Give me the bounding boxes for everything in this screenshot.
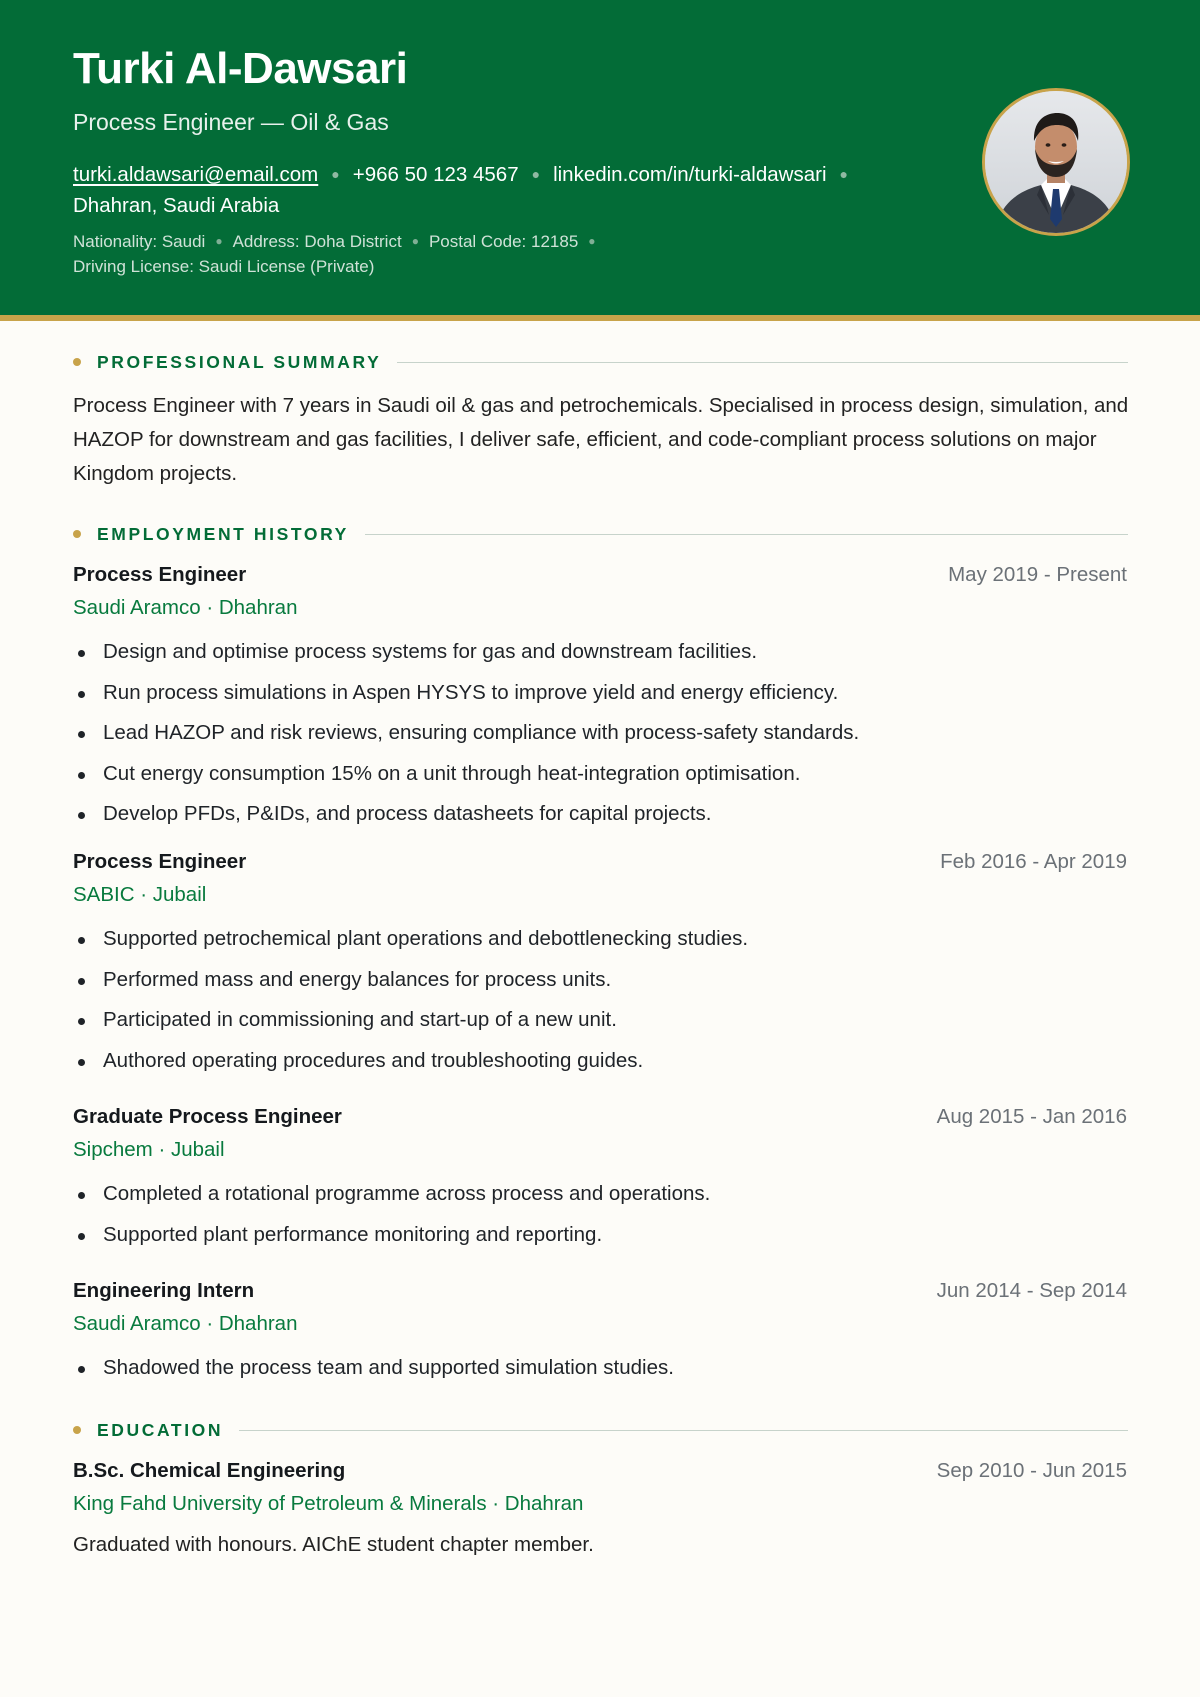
- job-title: Graduate Process Engineer: [73, 1105, 342, 1128]
- section-title: PROFESSIONAL SUMMARY: [97, 351, 382, 372]
- list-item: Lead HAZOP and risk reviews, ensuring compliance with process-safety standards.: [73, 713, 1133, 754]
- education-note: Graduated with honours. AIChE student chapter member.: [73, 1533, 594, 1556]
- job-bullets: [73, 919, 1133, 1081]
- separator-dot: ●: [531, 166, 541, 182]
- section-header-employment: [73, 522, 1128, 546]
- address: Address: Doha District: [232, 232, 402, 251]
- job-employer: Saudi Aramco · Dhahran: [73, 1312, 298, 1335]
- list-item: Completed a rotational programme across process and operations.: [73, 1174, 1133, 1215]
- list-item: Develop PFDs, P&IDs, and process datasheets for capital projects.: [73, 794, 1133, 835]
- profile-photo: [982, 88, 1130, 236]
- section-divider: [239, 1430, 1128, 1431]
- bullet-dot-icon: [73, 530, 81, 538]
- job-employer: Sipchem · Jubail: [73, 1138, 225, 1161]
- personal-details: [73, 229, 933, 279]
- job-bullets: [73, 1348, 1133, 1389]
- list-item: Cut energy consumption 15% on a unit through heat-integration optimisation.: [73, 754, 1133, 795]
- separator-dot: ●: [839, 166, 848, 182]
- job-title: Process Engineer: [73, 563, 247, 586]
- location: Dhahran, Saudi Arabia: [73, 194, 280, 217]
- portrait-illustration: [985, 91, 1127, 233]
- job-dates: Feb 2016 - Apr 2019: [940, 850, 1127, 873]
- driving-license: Driving License: Saudi License (Private): [73, 257, 375, 276]
- contact-details: [73, 159, 933, 221]
- list-item: Supported plant performance monitoring and reporting.: [73, 1215, 1133, 1256]
- linkedin-link[interactable]: linkedin.com/in/turki-aldawsari: [553, 163, 827, 186]
- list-item: Participated in commissioning and start-up of a new unit.: [73, 1000, 1133, 1041]
- list-item: Authored operating procedures and troubleshooting guides.: [73, 1041, 1133, 1082]
- separator-dot: ●: [331, 166, 340, 182]
- job-employer: Saudi Aramco · Dhahran: [73, 596, 298, 619]
- job-dates: May 2019 - Present: [948, 563, 1127, 586]
- job-title: Process Engineer: [73, 850, 247, 873]
- summary-text: Process Engineer with 7 years in Saudi oil & gas and petrochemicals. Specialised in process design, simulation, and HAZOP for downstream and gas facilities, I deliver safe, efficient, and code-compliant process solutions on major Kingdom projects.: [73, 394, 1129, 485]
- degree-title: B.Sc. Chemical Engineering: [73, 1459, 346, 1482]
- list-item: Design and optimise process systems for gas and downstream facilities.: [73, 632, 1133, 673]
- separator-dot: ●: [411, 234, 419, 248]
- section-divider: [397, 362, 1128, 363]
- email-link[interactable]: turki.aldawsari@email.com: [73, 163, 319, 186]
- section-title: EMPLOYMENT HISTORY: [97, 523, 349, 544]
- section-header-summary: [73, 350, 1128, 374]
- nationality: Nationality: Saudi: [73, 232, 206, 251]
- list-item: Shadowed the process team and supported simulation studies.: [73, 1348, 1133, 1389]
- bullet-dot-icon: [73, 358, 81, 366]
- job-bullets: [73, 632, 1133, 835]
- section-title: EDUCATION: [97, 1419, 224, 1440]
- phone-number: +966 50 123 4567: [352, 163, 519, 186]
- list-item: Supported petrochemical plant operations and debottlenecking studies.: [73, 919, 1133, 960]
- job-title: Engineering Intern: [73, 1279, 255, 1302]
- job-dates: Jun 2014 - Sep 2014: [936, 1279, 1127, 1302]
- job-bullets: [73, 1174, 1133, 1255]
- school-name: King Fahd University of Petroleum & Minerals · Dhahran: [73, 1492, 584, 1515]
- bullet-dot-icon: [73, 1426, 81, 1434]
- header-accent-rule: [0, 315, 1200, 321]
- job-employer: SABIC · Jubail: [73, 883, 207, 906]
- education-dates: Sep 2010 - Jun 2015: [936, 1459, 1127, 1482]
- section-divider: [365, 534, 1128, 535]
- candidate-headline: Process Engineer — Oil & Gas: [73, 109, 389, 135]
- job-dates: Aug 2015 - Jan 2016: [936, 1105, 1127, 1128]
- list-item: Performed mass and energy balances for process units.: [73, 960, 1133, 1001]
- list-item: Run process simulations in Aspen HYSYS to improve yield and energy efficiency.: [73, 673, 1133, 714]
- separator-dot: ●: [588, 234, 596, 248]
- section-header-education: [73, 1418, 1128, 1442]
- postal-code: Postal Code: 12185: [428, 232, 579, 251]
- separator-dot: ●: [215, 234, 223, 248]
- candidate-name: Turki Al-Dawsari: [73, 44, 408, 93]
